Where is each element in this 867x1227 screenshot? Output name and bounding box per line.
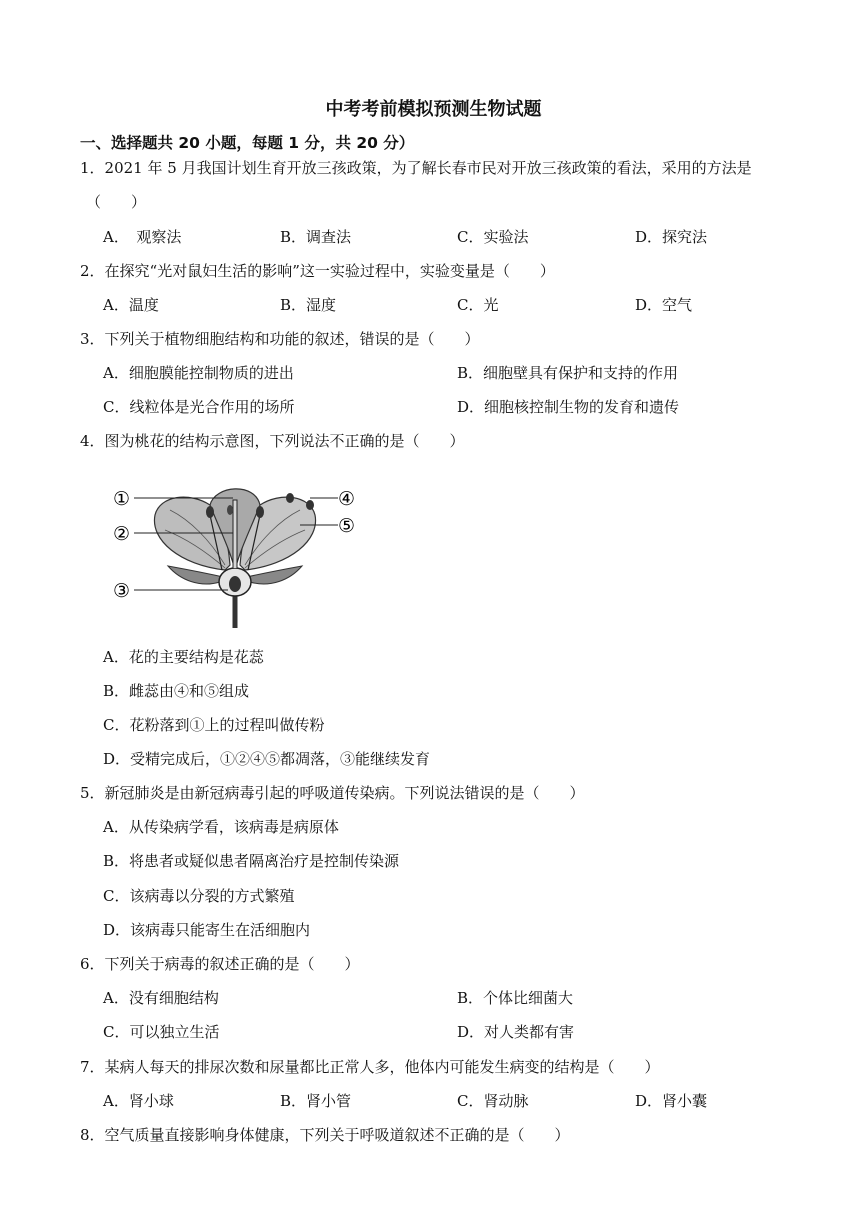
- label-5: ⑤: [338, 515, 356, 537]
- question-1-option-b: B．调查法: [280, 228, 352, 246]
- question-4-option-c: C．花粉落到①上的过程叫做传粉: [103, 716, 325, 734]
- question-6-option-c: C．可以独立生活: [103, 1023, 220, 1041]
- question-7-option-b: B．肾小管: [280, 1092, 352, 1110]
- question-7-stem: 7．某病人每天的排尿次数和尿量都比正常人多，他体内可能发生病变的结构是（ ）: [80, 1058, 660, 1076]
- question-5-option-a: A．从传染病学看，该病毒是病原体: [103, 818, 339, 836]
- question-6-option-d: D．对人类都有害: [457, 1023, 575, 1041]
- question-5-option-d: D．该病毒只能寄生在活细胞内: [103, 921, 311, 939]
- question-2-option-c: C．光: [457, 296, 499, 314]
- label-4: ④: [338, 488, 356, 510]
- page-title: 中考考前模拟预测生物试题: [325, 99, 542, 120]
- question-1-blank: （ ）: [86, 193, 147, 211]
- question-3-option-d: D．细胞核控制生物的发育和遗传: [457, 398, 680, 416]
- question-1-option-d: D．探究法: [635, 228, 708, 246]
- question-4-option-a: A．花的主要结构是花蕊: [103, 648, 264, 666]
- peach-flower-illustration: [110, 470, 370, 630]
- question-5-option-c: C．该病毒以分裂的方式繁殖: [103, 887, 295, 905]
- question-5-option-b: B．将患者或疑似患者隔离治疗是控制传染源: [103, 852, 400, 870]
- question-2-option-a: A．温度: [103, 296, 159, 314]
- question-2-stem: 2．在探究“光对鼠妇生活的影响”这一实验过程中，实验变量是（ ）: [80, 262, 555, 280]
- label-1: ①: [113, 488, 131, 510]
- question-7-option-a: A．肾小球: [103, 1092, 174, 1110]
- question-1-option-a: A． 观察法: [103, 228, 182, 246]
- question-5-stem: 5．新冠肺炎是由新冠病毒引起的呼吸道传染病。下列说法错误的是（ ）: [80, 784, 585, 802]
- section-heading: 一、选择题共 20 小题，每题 1 分，共 20 分）: [80, 134, 415, 152]
- label-3: ③: [113, 580, 131, 602]
- question-6-option-a: A．没有细胞结构: [103, 989, 219, 1007]
- question-1-stem: 1．2021 年 5 月我国计划生育开放三孩政策，为了解长春市民对开放三孩政策的看法，采用的方法是: [80, 159, 752, 177]
- question-4-option-b: B．雌蕊由④和⑤组成: [103, 682, 250, 700]
- question-4-option-d: D．受精完成后，①②④⑤都凋落，③能继续发育: [103, 750, 431, 768]
- question-8-stem: 8．空气质量直接影响身体健康，下列关于呼吸道叙述不正确的是（ ）: [80, 1126, 570, 1144]
- question-6-option-b: B．个体比细菌大: [457, 989, 574, 1007]
- question-3-option-c: C．线粒体是光合作用的场所: [103, 398, 295, 416]
- question-2-option-b: B．湿度: [280, 296, 337, 314]
- peach-flower-diagram: [110, 470, 370, 630]
- question-7-option-c: C．肾动脉: [457, 1092, 529, 1110]
- question-6-stem: 6．下列关于病毒的叙述正确的是（ ）: [80, 955, 360, 973]
- question-3-option-a: A．细胞膜能控制物质的进出: [103, 364, 294, 382]
- question-7-option-d: D．肾小囊: [635, 1092, 708, 1110]
- question-2-option-d: D．空气: [635, 296, 693, 314]
- label-2: ②: [113, 523, 131, 545]
- question-1-option-c: C．实验法: [457, 228, 529, 246]
- question-3-option-b: B．细胞壁具有保护和支持的作用: [457, 364, 679, 382]
- question-4-stem: 4．图为桃花的结构示意图，下列说法不正确的是（ ）: [80, 432, 465, 450]
- question-3-stem: 3．下列关于植物细胞结构和功能的叙述，错误的是（ ）: [80, 330, 480, 348]
